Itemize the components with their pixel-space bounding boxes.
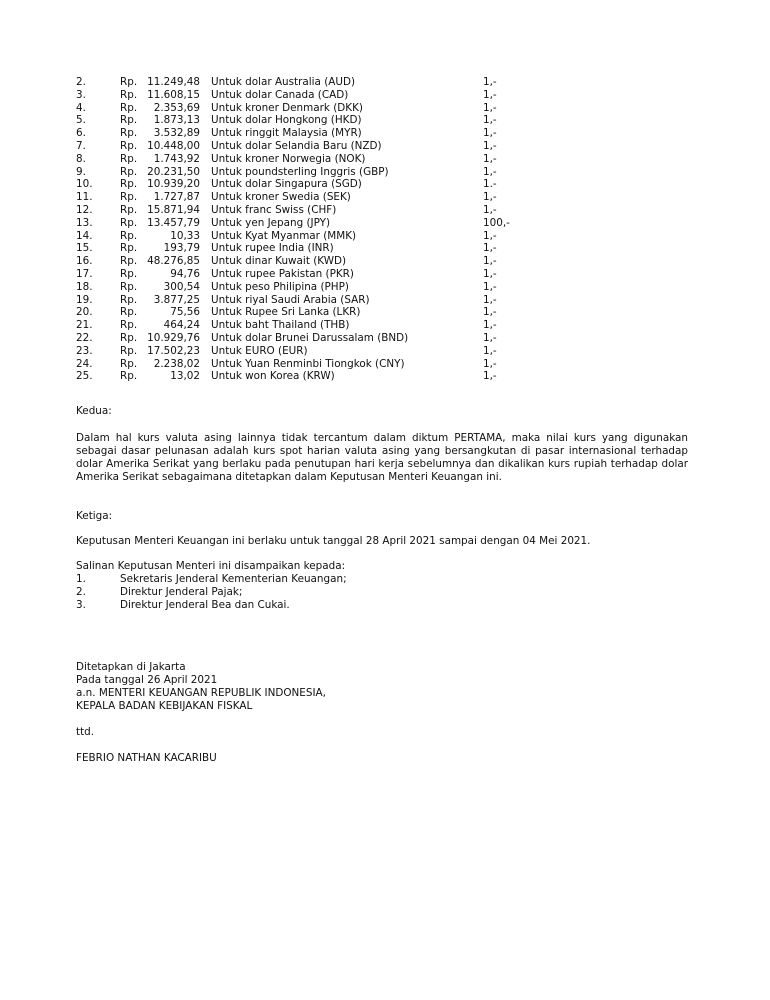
rate-amount: 464,24: [163, 319, 200, 332]
currency-unit: 1,-: [483, 101, 497, 114]
rate-number: 25.: [76, 370, 93, 383]
rate-number: 21.: [76, 319, 93, 332]
rate-amount: 2.238,02: [153, 357, 200, 370]
currency-description: Untuk dolar Australia (AUD): [211, 76, 356, 88]
list-item: [76, 586, 345, 599]
currency-prefix: Rp.: [120, 178, 138, 191]
currency-unit: 1,-: [483, 357, 497, 370]
currency-description: Untuk rupee Pakistan (PKR): [211, 267, 354, 280]
rate-number: 23.: [76, 344, 93, 357]
rate-number: 5.: [76, 114, 86, 127]
currency-unit: 1,-: [483, 306, 497, 319]
currency-prefix: Rp.: [120, 88, 138, 101]
currency-prefix: Rp.: [120, 306, 138, 319]
signature-position: KEPALA BADAN KEBIJAKAN FISKAL: [76, 700, 253, 712]
currency-description: Untuk Rupee Sri Lanka (LKR): [211, 306, 361, 319]
currency-description: Untuk baht Thailand (THB): [211, 319, 350, 332]
rate-number: 15.: [76, 242, 93, 255]
currency-prefix: Rp.: [120, 139, 138, 152]
rate-number: 4.: [76, 101, 86, 114]
rate-amount: 11.249,48: [147, 76, 200, 88]
rate-amount: 48.276,85: [147, 255, 200, 268]
rate-number: 8.: [76, 152, 86, 165]
currency-prefix: Rp.: [120, 76, 138, 88]
currency-unit: 1,-: [483, 242, 497, 255]
rate-number: 17.: [76, 267, 93, 280]
signature-block: [76, 661, 326, 765]
rate-number: 16.: [76, 255, 93, 268]
currency-unit: 1,-: [483, 331, 497, 344]
currency-prefix: Rp.: [120, 255, 138, 268]
currency-unit: 1,-: [483, 229, 497, 242]
rate-number: 3.: [76, 88, 86, 101]
currency-unit: 1,-: [483, 280, 497, 293]
rate-amount: 10.939,20: [147, 178, 200, 191]
rate-number: 11.: [76, 191, 93, 204]
currency-prefix: Rp.: [120, 242, 138, 255]
rate-number: 12.: [76, 203, 93, 216]
kedua-heading: Kedua:: [76, 405, 112, 417]
currency-unit: 1.-: [483, 178, 497, 191]
list-number: 1.: [76, 573, 86, 585]
currency-description: Untuk poundsterling Inggris (GBP): [211, 165, 389, 178]
currency-prefix: Rp.: [120, 152, 138, 165]
currency-description: Untuk won Korea (KRW): [211, 370, 335, 383]
currency-unit: 1,-: [483, 88, 497, 101]
currency-unit: 1,-: [483, 127, 497, 140]
currency-unit: 1,-: [483, 76, 497, 88]
rate-number: 14.: [76, 229, 93, 242]
list-item: [76, 573, 345, 586]
currency-prefix: Rp.: [120, 216, 138, 229]
currency-prefix: Rp.: [120, 229, 138, 242]
rate-number: 2.: [76, 76, 86, 88]
currency-prefix: Rp.: [120, 331, 138, 344]
currency-prefix: Rp.: [120, 267, 138, 280]
rate-number: 13.: [76, 216, 93, 229]
currency-description: Untuk kroner Norwegia (NOK): [211, 152, 366, 165]
rate-amount: 20.231,50: [147, 165, 200, 178]
currency-description: Untuk franc Swiss (CHF): [211, 203, 337, 216]
currency-prefix: Rp.: [120, 319, 138, 332]
currency-unit: 1,-: [483, 293, 497, 306]
currency-description: Untuk dolar Selandia Baru (NZD): [211, 139, 382, 152]
rate-amount: 1.727,87: [153, 191, 200, 204]
salinan-section: [76, 560, 345, 612]
rate-number: 10.: [76, 178, 93, 191]
rate-number: 18.: [76, 280, 93, 293]
currency-prefix: Rp.: [120, 101, 138, 114]
rate-amount: 1.743,92: [153, 152, 200, 165]
rate-number: 22.: [76, 331, 93, 344]
rate-amount: 3.877,25: [153, 293, 200, 306]
currency-description: Untuk kroner Denmark (DKK): [211, 101, 363, 114]
currency-description: Untuk dolar Hongkong (HKD): [211, 114, 362, 127]
signature-place: Ditetapkan di Jakarta: [76, 661, 186, 673]
currency-prefix: Rp.: [120, 357, 138, 370]
currency-unit: 1,-: [483, 319, 497, 332]
currency-prefix: Rp.: [120, 280, 138, 293]
currency-description: Untuk ringgit Malaysia (MYR): [211, 127, 362, 140]
rate-amount: 94,76: [170, 267, 200, 280]
currency-prefix: Rp.: [120, 203, 138, 216]
rate-amount: 13.457,79: [147, 216, 200, 229]
signatory-name: FEBRIO NATHAN KACARIBU: [76, 752, 217, 764]
rate-amount: 1.873,13: [153, 114, 200, 127]
currency-unit: 1,-: [483, 370, 497, 383]
rate-amount: 2.353,69: [153, 101, 200, 114]
signature-ttd: ttd.: [76, 726, 95, 738]
currency-prefix: Rp.: [120, 344, 138, 357]
list-number: 2.: [76, 586, 86, 598]
currency-prefix: Rp.: [120, 165, 138, 178]
signature-date: Pada tanggal 26 April 2021: [76, 674, 218, 686]
currency-description: Untuk Kyat Myanmar (MMK): [211, 229, 357, 242]
rate-number: 7.: [76, 139, 86, 152]
list-item: [76, 599, 345, 612]
currency-unit: 100,-: [483, 216, 510, 229]
list-number: 3.: [76, 599, 86, 611]
signature-on-behalf: a.n. MENTERI KEUANGAN REPUBLIK INDONESIA,: [76, 687, 326, 699]
currency-unit: 1,-: [483, 152, 497, 165]
currency-unit: 1,-: [483, 267, 497, 280]
currency-unit: 1,-: [483, 203, 497, 216]
rate-number: 20.: [76, 306, 93, 319]
kedua-paragraph: Dalam hal kurs valuta asing lainnya tidak tercantum dalam diktum PERTAMA, maka nilai kurs yang digunakan sebagai dasar pelunasan adalah kurs spot harian valuta asing yang bersangkutan di pasar internasional terhadap dolar Amerika Serikat yang berlaku pada penutupan hari kerja sebelumnya dan dikalikan kurs rupiah terhadap dolar Amerika Serikat sebagaimana ditetapkan dalam Keputusan Menteri Keuangan ini.: [76, 432, 688, 483]
list-text: Sekretaris Jenderal Kementerian Keuangan;: [120, 573, 347, 585]
currency-prefix: Rp.: [120, 370, 138, 383]
currency-description: Untuk dolar Brunei Darussalam (BND): [211, 331, 409, 344]
currency-prefix: Rp.: [120, 127, 138, 140]
currency-description: Untuk peso Philipina (PHP): [211, 280, 349, 293]
rate-amount: 10,33: [170, 229, 200, 242]
currency-unit: 1,-: [483, 255, 497, 268]
salinan-intro: Salinan Keputusan Menteri ini disampaikan kepada:: [76, 560, 346, 572]
rate-amount: 10.929,76: [147, 331, 200, 344]
currency-unit: 1,-: [483, 139, 497, 152]
rate-amount: 193,79: [163, 242, 200, 255]
list-text: Direktur Jenderal Bea dan Cukai.: [120, 599, 290, 611]
currency-unit: 1,-: [483, 191, 497, 204]
rate-amount: 15.871,94: [147, 203, 200, 216]
currency-prefix: Rp.: [120, 114, 138, 127]
rate-amount: 11.608,15: [147, 88, 200, 101]
rate-amount: 300,54: [163, 280, 200, 293]
currency-description: Untuk yen Jepang (JPY): [211, 216, 331, 229]
currency-description: Untuk dolar Canada (CAD): [211, 88, 349, 101]
ketiga-heading: Ketiga:: [76, 510, 113, 522]
currency-description: Untuk dinar Kuwait (KWD): [211, 255, 347, 268]
rate-number: 6.: [76, 127, 86, 140]
rate-number: 9.: [76, 165, 86, 178]
currency-description: Untuk riyal Saudi Arabia (SAR): [211, 293, 370, 306]
currency-prefix: Rp.: [120, 293, 138, 306]
currency-description: Untuk EURO (EUR): [211, 344, 308, 357]
rate-amount: 3.532,89: [153, 127, 200, 140]
currency-unit: 1,-: [483, 165, 497, 178]
rate-number: 24.: [76, 357, 93, 370]
rate-amount: 75,56: [170, 306, 200, 319]
currency-unit: 1,-: [483, 114, 497, 127]
rate-number: 19.: [76, 293, 93, 306]
rate-amount: 10.448,00: [147, 139, 200, 152]
currency-prefix: Rp.: [120, 191, 138, 204]
currency-description: Untuk dolar Singapura (SGD): [211, 178, 362, 191]
rate-amount: 13,02: [170, 370, 200, 383]
list-text: Direktur Jenderal Pajak;: [120, 586, 243, 598]
rate-amount: 17.502,23: [147, 344, 200, 357]
currency-description: Untuk Yuan Renminbi Tiongkok (CNY): [211, 357, 405, 370]
ketiga-paragraph: Keputusan Menteri Keuangan ini berlaku untuk tanggal 28 April 2021 sampai dengan 04 Mei 2021.: [76, 535, 591, 547]
currency-description: Untuk kroner Swedia (SEK): [211, 191, 351, 204]
currency-description: Untuk rupee India (INR): [211, 242, 334, 255]
currency-unit: 1,-: [483, 344, 497, 357]
